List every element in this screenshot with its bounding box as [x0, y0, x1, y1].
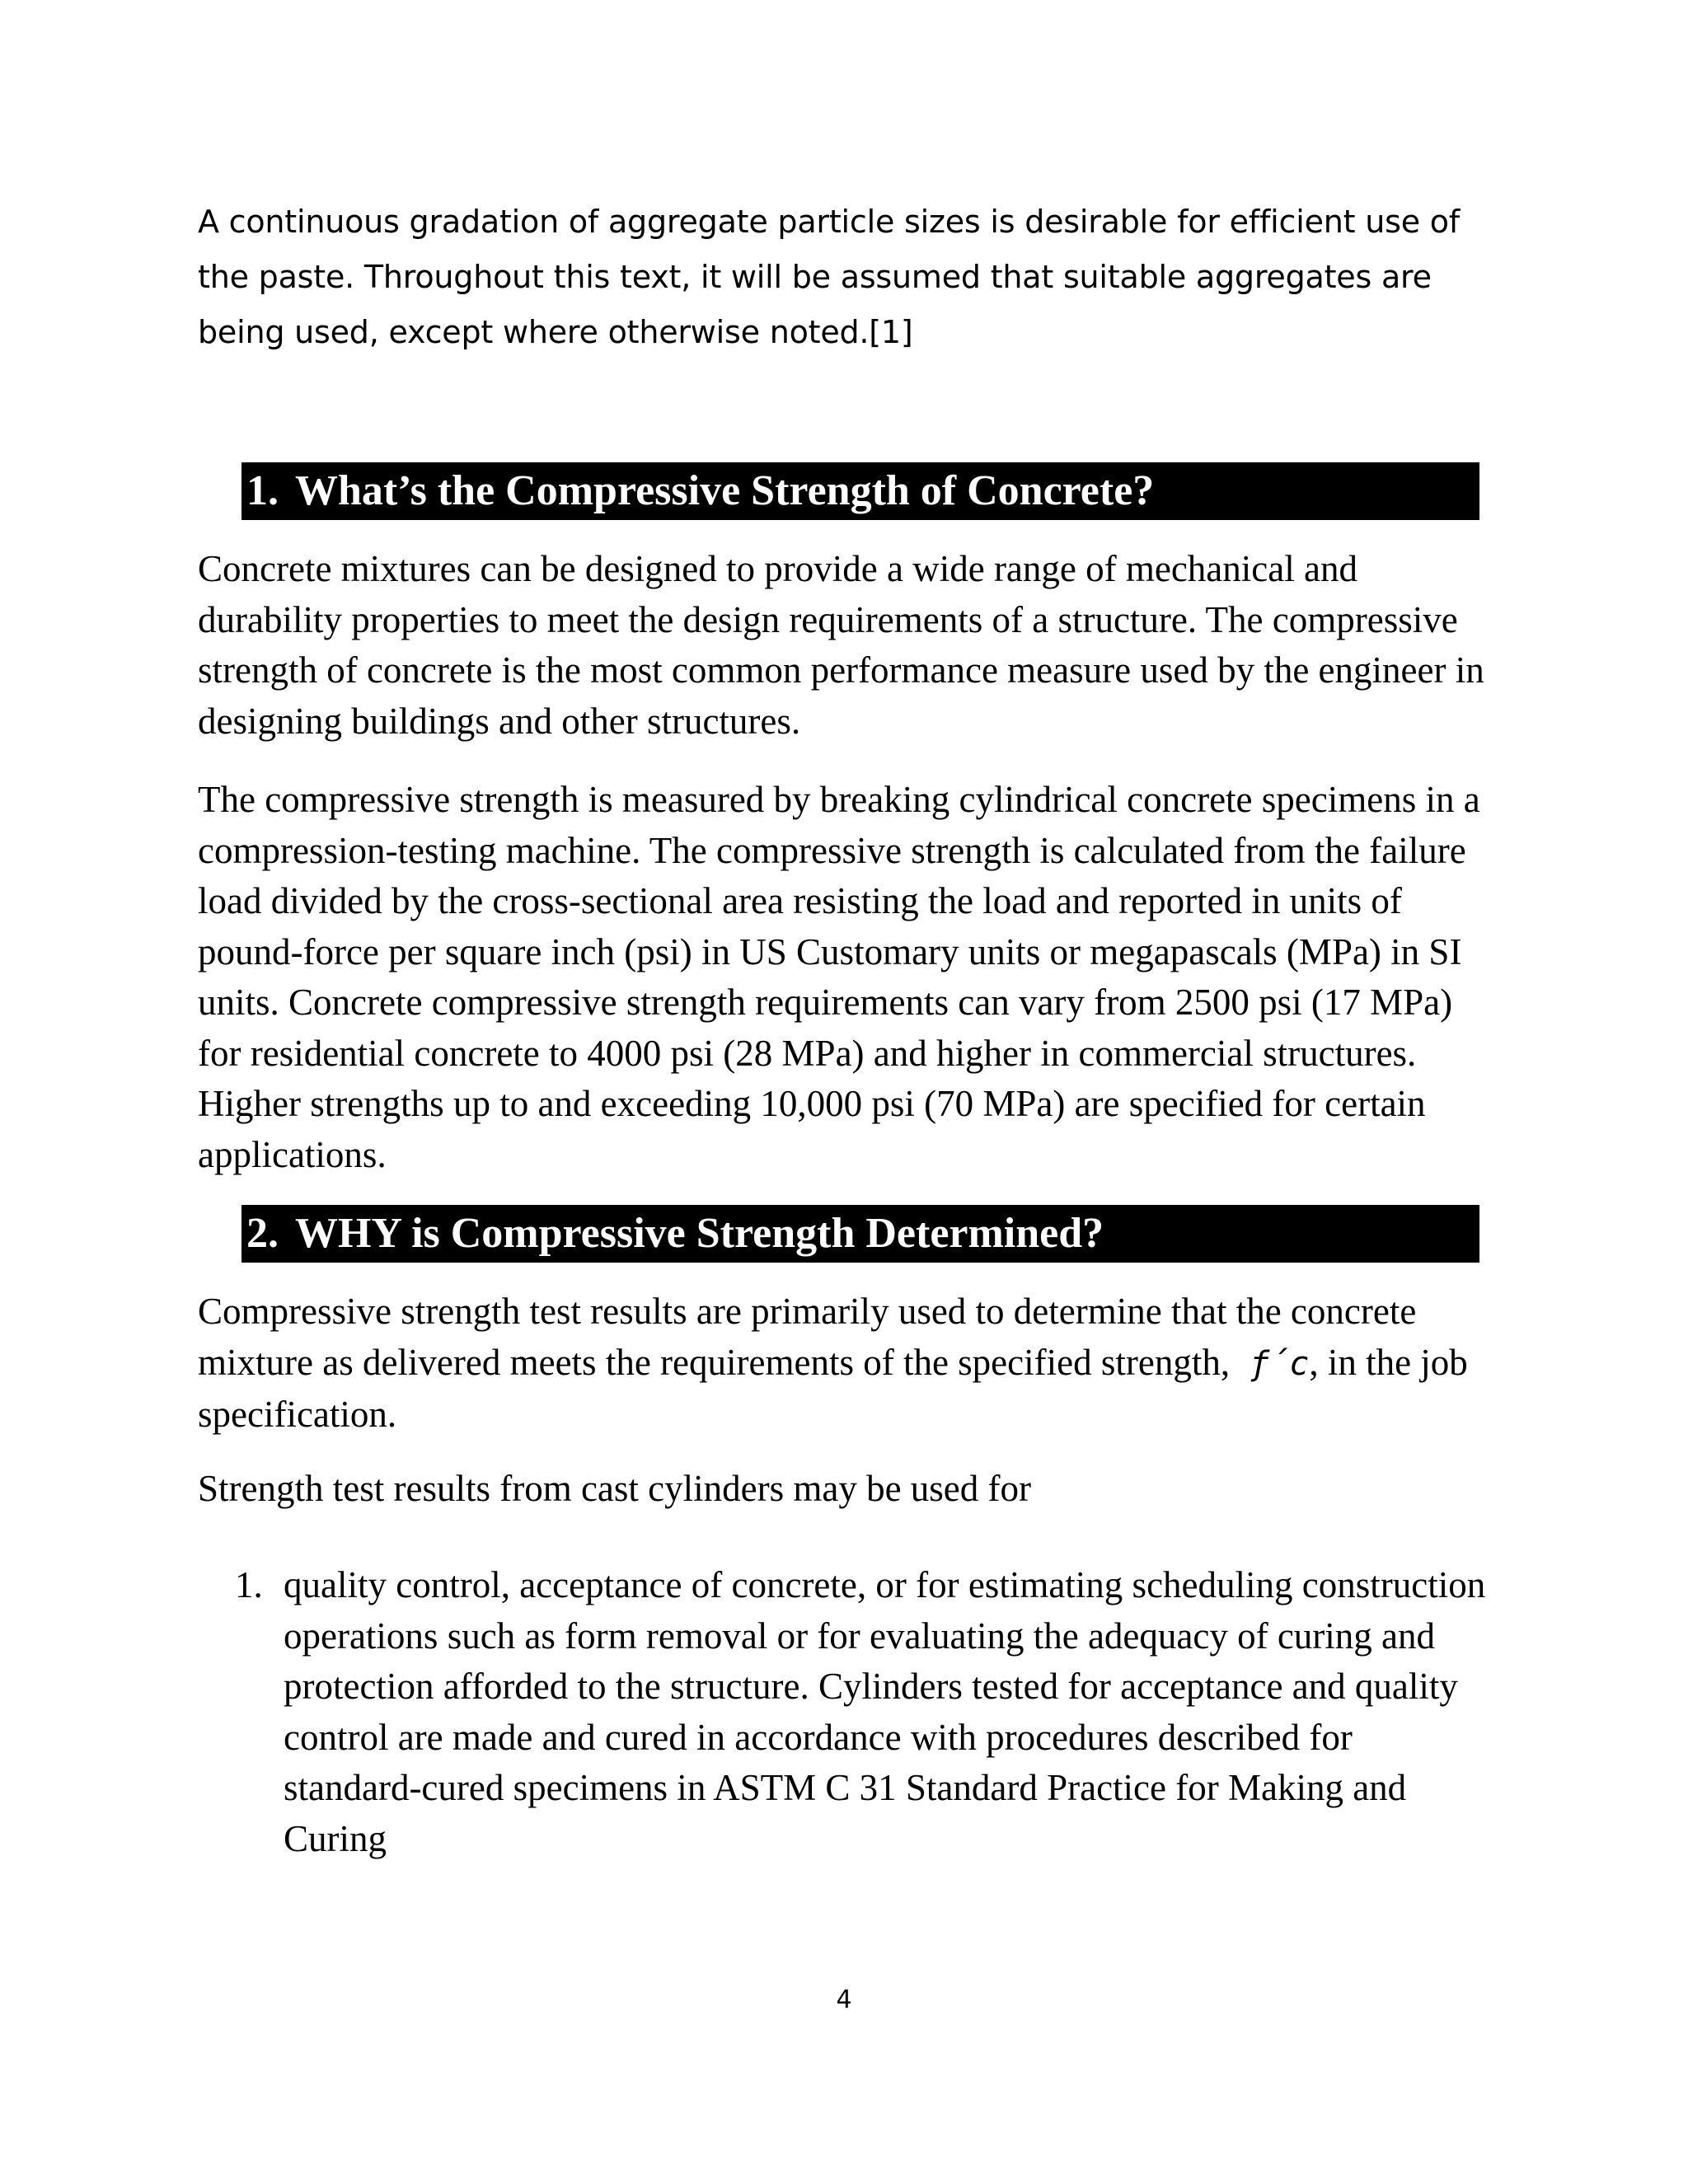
section-2-paragraph-1 — [198, 1286, 1496, 1441]
list-item-marker: 1. — [235, 1564, 263, 1605]
section-1-paragraph-2: The compressive strength is measured by breaking cylindrical concrete specimens in a compression-testing machine. The compressive strength is calculated from the failure load divided by the cross-sectional area resisting the load and reported in units of pound-force per square inch (psi) in US Customary units or megapascals (MPa) in SI units. Concrete compressive strength requirements can vary from 2500 psi (17 MPa) for residential concrete to 4000 psi (28 MPa) and higher in commercial structures. Higher strengths up to and exceeding 10,000 psi (70 MPa) are specified for certain applications. — [198, 779, 1480, 1175]
intro-text: A continuous gradation of aggregate particle sizes is desirable for efficient use of the paste. Throughout this text, it will be assumed that suitable aggregates are being used, except where otherwise noted.[1] — [198, 204, 1460, 350]
section-2-paragraph-2: Strength test results from cast cylinders may be used for — [198, 1468, 1032, 1509]
list-item — [198, 1560, 1496, 1864]
list-item-text: quality control, acceptance of concrete, or for estimating scheduling construction operations such as form removal or for evaluating the adequacy of curing and protection afforded to the structure. Cylinders tested for acceptance and quality control are made and cured in accordance with procedures described for standard-cured specimens in ASTM C 31 Standard Practice for Making and Curing — [284, 1564, 1486, 1859]
section-1-body-2 — [198, 775, 1496, 1180]
section-2-number: 2. — [246, 1210, 279, 1257]
specified-strength-symbol: ƒ´c — [1250, 1344, 1310, 1383]
section-2-body-2 — [198, 1464, 1496, 1515]
page-number: 4 — [836, 1985, 852, 2014]
section-1-heading — [241, 462, 1479, 520]
section-2-paragraph-1-start: Compressive strength test results are primarily used to determine that the concrete mixture as delivered meets the requirements of the specified strength, — [198, 1291, 1417, 1383]
uses-list — [198, 1560, 1496, 1864]
section-2-paragraph-1-end: , in the job specification. — [198, 1341, 1468, 1435]
section-1-paragraph-1: Concrete mixtures can be designed to provide a wide range of mechanical and durability properties to meet the design requirements of a structure. The compressive strength of concrete is the most common performance measure used by the engineer in designing buildings and other structures. — [198, 548, 1484, 742]
section-1-number: 1. — [246, 467, 279, 514]
section-2-heading — [241, 1205, 1479, 1263]
section-2-body — [198, 1286, 1496, 1441]
intro-paragraph — [198, 194, 1484, 360]
section-2-title: WHY is Compressive Strength Determined? — [295, 1210, 1104, 1257]
section-1-body — [198, 544, 1496, 747]
section-1-title: What’s the Compressive Strength of Concrete? — [295, 467, 1155, 514]
